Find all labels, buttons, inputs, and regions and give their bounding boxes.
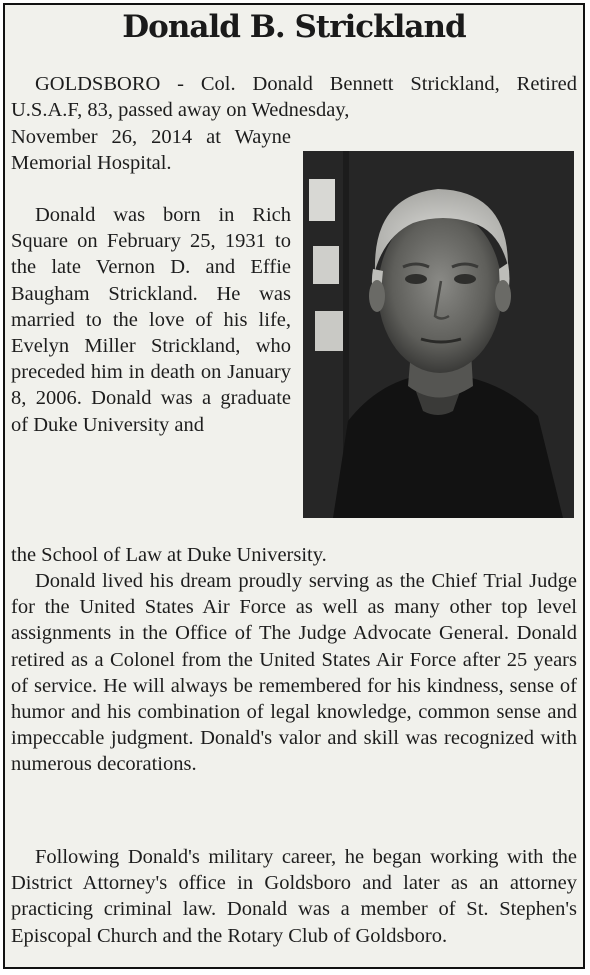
paragraph-biography: Donald was born in Rich Square on February 25, 1931 to the late Vernon D. and Effie Baugham Strickland. He was married to the love of his life, Evelyn Miller Strickland, who preceded him in death on January 8, 2006. Donald was a graduate of Duke University and: [11, 204, 291, 436]
paragraph-later-career: Following Donald's military career, he began working with the District Attorney's office in Goldsboro and later as an attorney practicing criminal law. Donald was a member of St. Stephen's Episcopal Church and the Rotary Club of Goldsboro.: [11, 846, 577, 947]
portrait-image: [303, 151, 574, 518]
paragraph-intro-continued: November 26, 2014 at Wayne Memorial Hospital.: [11, 126, 291, 175]
paragraph-intro: GOLDSBORO - Col. Donald Bennett Strickland, Retired U.S.A.F, 83, passed away on Wednesday,: [11, 73, 577, 122]
obituary-headline: Donald B. Strickland: [122, 9, 466, 45]
obituary-clipping: [3, 3, 585, 969]
paragraph-career: Donald lived his dream proudly serving as the Chief Trial Judge for the United States Air Force as well as many other top level assignments in the Office of The Judge Advocate General. Donald retired as a Colonel from the United States Air Force after 25 years of service. He will always be remembered for his kindness, sense of humor and his combination of legal knowledge, common sense and impeccable judgment. Donald's valor and skill was recognized with numerous decorations.: [11, 570, 577, 776]
paragraph-biography-tail: the School of Law at Duke University.: [11, 544, 327, 566]
portrait-photo: [303, 151, 574, 518]
